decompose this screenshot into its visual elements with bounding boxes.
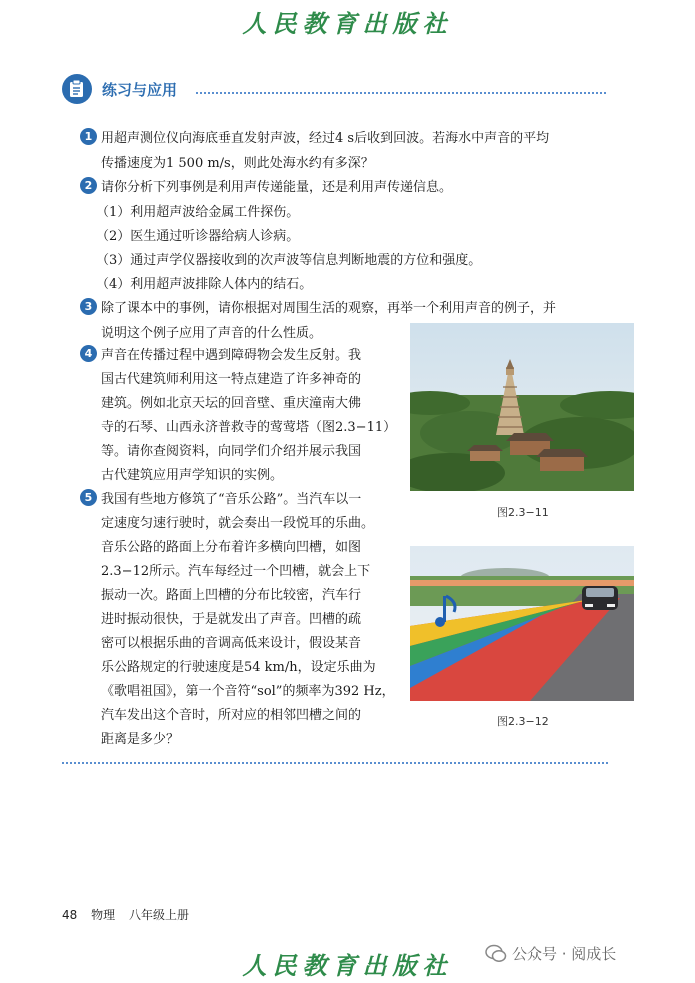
q5-line-11: 距离是多少？ xyxy=(101,732,180,747)
section-end-divider xyxy=(62,762,608,764)
q1-line-1: 用超声测位仪向海底垂直发射声波，经过4 s后收到回波。若海水中声音的平均 xyxy=(101,131,550,146)
q3-line-1: 除了课本中的事例，请你根据对周围生活的观察，再举一个利用声音的例子，并 xyxy=(101,301,557,316)
q4-line-3: 建筑。例如北京天坛的回音壁、重庆潼南大佛 xyxy=(101,396,362,411)
q3-line-2: 说明这个例子应用了声音的什么性质。 xyxy=(101,326,323,341)
q2-item-1: （1）利用超声波给金属工件探伤。 xyxy=(96,205,300,220)
q5-line-2: 定速度匀速行驶时，就会奏出一段悦耳的乐曲。 xyxy=(101,516,375,531)
q5-line-7: 密可以根据乐曲的音调高低来设计，假设某音 xyxy=(101,636,362,651)
footer-grade: 八年级上册 xyxy=(128,908,189,922)
section-divider xyxy=(196,92,606,94)
q4-line-2: 国古代建筑师利用这一特点建造了许多神奇的 xyxy=(101,372,362,387)
figure-caption-2-3-11: 图2.3−11 xyxy=(497,506,549,519)
q4-line-4: 寺的石琴、山西永济普救寺的莺莺塔（图2.3−11） xyxy=(101,420,397,435)
q5-line-1: 我国有些地方修筑了“音乐公路”。当汽车以一 xyxy=(101,492,362,507)
q5-line-4: 2.3−12所示。汽车每经过一个凹槽，就会上下 xyxy=(101,564,371,579)
publisher-logo-bottom: 人民教育出版社 xyxy=(242,951,453,980)
pagoda-photo xyxy=(410,323,634,491)
question-number-1: 1 xyxy=(80,128,97,145)
footer-subject: 物理 xyxy=(91,908,116,922)
q5-line-5: 振动一次。路面上凹槽的分布比较密，汽车行 xyxy=(101,588,362,603)
q2-item-4: （4）利用超声波排除人体内的结石。 xyxy=(96,277,313,292)
question-number-3: 3 xyxy=(80,298,97,315)
wechat-icon xyxy=(485,944,507,964)
q2-item-2: （2）医生通过听诊器给病人诊病。 xyxy=(96,229,300,244)
q4-line-6: 古代建筑应用声学知识的实例。 xyxy=(101,468,284,483)
page-number: 48 xyxy=(62,908,78,922)
q4-line-1: 声音在传播过程中遇到障碍物会发生反射。我 xyxy=(101,348,362,363)
page-footer xyxy=(62,906,199,923)
figure-caption-2-3-12: 图2.3−12 xyxy=(497,715,549,728)
q4-line-5: 等。请你查阅资料，向同学们介绍并展示我国 xyxy=(101,444,362,459)
q2-line-1: 请你分析下列事例是利用声传递能量，还是利用声传递信息。 xyxy=(101,180,453,195)
q5-line-10: 汽车发出这个音时，所对应的相邻凹槽之间的 xyxy=(101,708,362,723)
q5-line-3: 音乐公路的路面上分布着许多横向凹槽，如图 xyxy=(101,540,362,555)
question-number-5: 5 xyxy=(80,489,97,506)
section-title: 练习与应用 xyxy=(102,81,178,99)
section-header xyxy=(62,74,608,114)
publisher-logo-top: 人民教育出版社 xyxy=(242,9,453,38)
question-number-4: 4 xyxy=(80,345,97,362)
question-number-2: 2 xyxy=(80,177,97,194)
q1-line-2: 传播速度为1 500 m/s，则此处海水约有多深？ xyxy=(101,156,374,171)
q5-line-8: 乐公路规定的行驶速度是54 km/h，设定乐曲为 xyxy=(101,660,376,675)
q5-line-6: 进时振动很快，于是就发出了声音。凹槽的疏 xyxy=(101,612,362,627)
music-road-photo xyxy=(410,546,634,701)
q2-item-3: （3）通过声学仪器接收到的次声波等信息判断地震的方位和强度。 xyxy=(96,253,482,268)
q5-line-9: 《歌唱祖国》，第一个音符“sol”的频率为392 Hz， xyxy=(101,684,395,699)
notepad-icon xyxy=(62,74,92,104)
watermark-text: 公众号 · 阅成长 xyxy=(512,945,617,963)
